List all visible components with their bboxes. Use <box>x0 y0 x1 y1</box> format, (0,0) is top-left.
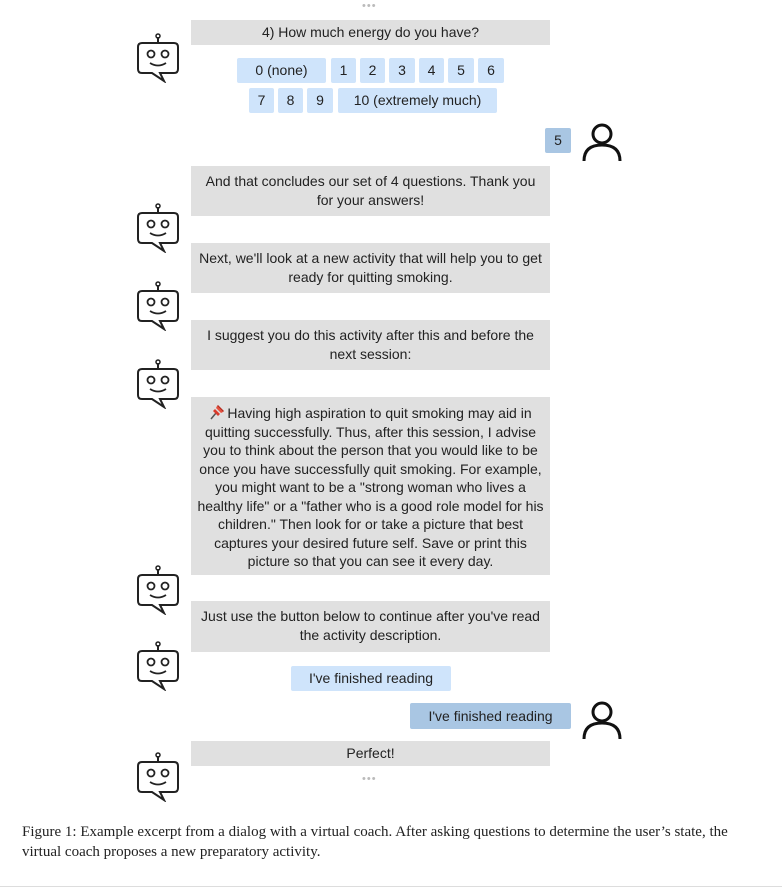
dots-top: ••• <box>362 0 377 12</box>
figure-caption: Figure 1: Example excerpt from a dialog with a virtual coach. After asking questions to determine the user’s state, the virtual coach proposes a new preparatory activity. <box>22 824 728 860</box>
divider <box>0 886 782 887</box>
bot-message: I suggest you do this activity after this and before the next session: <box>191 320 550 370</box>
robot-icon <box>136 281 180 331</box>
bot-message: Next, we'll look at a new activity that will help you to get ready for quitting smoking. <box>191 243 550 293</box>
option-10[interactable]: 10 (extremely much) <box>338 88 497 113</box>
robot-icon <box>136 752 180 802</box>
robot-icon <box>136 359 180 409</box>
option-7[interactable]: 7 <box>249 88 274 113</box>
final-message: Perfect! <box>191 741 550 766</box>
bot-message: Just use the button below to continue after you've read the activity description. <box>191 601 550 652</box>
robot-icon <box>136 641 180 691</box>
robot-icon <box>136 33 180 83</box>
user-icon <box>581 121 623 163</box>
question-bubble <box>191 20 550 45</box>
dots-bottom: ••• <box>362 773 377 785</box>
option-0[interactable]: 0 (none) <box>237 58 326 83</box>
option-8[interactable]: 8 <box>278 88 303 113</box>
option-5[interactable]: 5 <box>448 58 474 83</box>
activity-message <box>191 397 550 575</box>
pushpin-icon <box>209 404 225 420</box>
robot-icon <box>136 203 180 253</box>
robot-icon <box>136 565 180 615</box>
activity-text: Having high aspiration to quit smoking may aid in quitting successfully. Thus, after this session, I advise you to think about the person that you would like to be once you have successfully quit smoking. For example, you might want to be a "strong woman who lives a healthy life" or a "father who is a good role model for his children." Then look for or take a picture that best captures your desired future self. Save or print this picture so that you can see it every day. <box>197 405 544 569</box>
option-2[interactable]: 2 <box>360 58 385 83</box>
option-9[interactable]: 9 <box>307 88 333 113</box>
user-answer-bubble: 5 <box>545 128 571 153</box>
bot-message: And that concludes our set of 4 questions. Thank you for your answers! <box>191 166 550 216</box>
user-icon <box>581 699 623 741</box>
option-3[interactable]: 3 <box>389 58 415 83</box>
user-reply-bubble: I've finished reading <box>410 703 571 729</box>
finished-reading-button[interactable]: I've finished reading <box>291 666 451 691</box>
option-4[interactable]: 4 <box>419 58 444 83</box>
option-1[interactable]: 1 <box>331 58 356 83</box>
option-6[interactable]: 6 <box>478 58 504 83</box>
question-text: 4) How much energy do you have? <box>261 24 480 40</box>
